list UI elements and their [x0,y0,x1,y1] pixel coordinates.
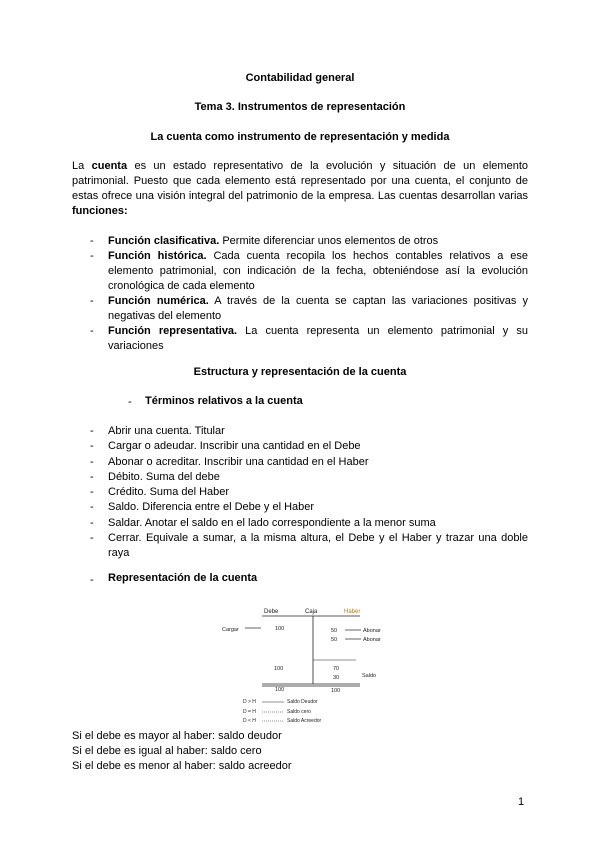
function-desc: Permite diferenciar unos elementos de otros [219,235,439,247]
legend-label-1: Saldo Deudor [287,699,318,705]
term-text: Saldo. Diferencia entre el Debe y el Haber [108,501,315,514]
total-haber-value: 100 [331,688,341,694]
bullet-dash: - [90,532,94,545]
bullet-dash: - [90,501,94,514]
terms-dash: - [128,396,132,408]
representation-dash: - [90,574,94,586]
function-name: Función clasificativa. [108,235,220,247]
haber-entry-value-2: 50 [331,637,338,643]
intro-text-2: es un estado representativo de la evolución y situación de un elemento patrimonial. Puesto que cada elemento está representado por una cuenta, el conjunto de estas ofrece una visión integral del patrimonio de la empresa. Las cuentas desarrollan varias [72,160,528,202]
conclusion-line: Si el debe es mayor al haber: saldo deudor [72,730,282,742]
bullet-dash: - [90,455,94,468]
bullet-dash: - [90,440,94,453]
function-name: Función histórica. [108,250,207,262]
saldo-conclusions [72,729,292,774]
bullet-dash: - [90,325,94,337]
legend-label-3: Saldo Acreedor [287,718,322,724]
cargar-label: Cargar [222,627,239,633]
intro-keyword-funciones: funciones: [72,205,128,217]
function-desc: Cada cuenta recopila los hechos contables relativos a ese elemento patrimonial, con indicación de la fecha, obteniéndose así la evolución cronológica de cada elemento [108,250,528,292]
term-text: Cerrar. Equivale a sumar, a la misma altura, el Debe y el Haber y trazar una doble raya [108,532,528,560]
topic-title: Tema 3. Instrumentos de representación [194,101,406,113]
haber-label: Haber [344,609,361,615]
legend-cond-2: D = H [243,709,256,715]
bullet-dash: - [90,425,94,437]
terms-title: Términos relativos a la cuenta [145,395,303,407]
conclusion-line: Si el debe es igual al haber: saldo cero [72,745,262,757]
total-debe-value: 100 [275,687,285,693]
abonar-label-1: Abonar [363,628,381,634]
abonar-label-2: Abonar [363,637,381,643]
debe-entry-value: 100 [275,626,285,632]
function-desc: A través de la cuenta se captan las variaciones positivas y negativas del elemento [108,295,528,322]
haber-entry-value-1: 50 [331,628,338,634]
subject-title: Contabilidad general [245,72,355,84]
intro-keyword-cuenta: cuenta [91,160,128,172]
debe-label: Debe [264,609,279,615]
bullet-dash: - [90,295,94,307]
term-text: Débito. Suma del debe [108,470,220,483]
bullet-dash: - [90,486,94,499]
intro-text-1: La [72,160,92,172]
bullet-dash: - [90,250,94,262]
bullet-dash: - [90,235,94,247]
function-name: Función representativa. [108,325,238,337]
term-text: Saldar. Anotar el saldo en el lado correspondiente a la menor suma [108,516,436,529]
haber-saldo-value: 30 [333,675,340,681]
bullet-dash: - [90,470,94,483]
debe-sum-value: 100 [274,666,284,672]
term-text: Abrir una cuenta. Titular [108,425,225,437]
structure-title: Estructura y representación de la cuenta [193,366,407,378]
haber-sum-value: 70 [333,666,340,672]
term-text: Abonar o acreditar. Inscribir una cantidad en el Haber [108,455,369,468]
saldo-label: Saldo [362,673,377,679]
term-text: Cargar o adeudar. Inscribir una cantidad en el Debe [108,440,361,453]
caja-label: Caja [305,609,318,615]
conclusion-line: Si el debe es menor al haber: saldo acreedor [72,760,292,772]
function-desc: La cuenta representa un elemento patrimonial y su variaciones [108,325,528,352]
term-text: Crédito. Suma del Haber [108,486,230,499]
section-title: La cuenta como instrumento de representación y medida [150,131,450,143]
page-number: 1 [518,796,525,808]
legend-cond-1: D > H [243,699,256,705]
bullet-dash: - [90,516,94,529]
representation-title: Representación de la cuenta [108,572,258,584]
legend-label-2: Saldo cero [287,709,311,715]
function-name: Función numérica. [108,295,209,307]
legend-cond-3: D < H [243,718,256,724]
